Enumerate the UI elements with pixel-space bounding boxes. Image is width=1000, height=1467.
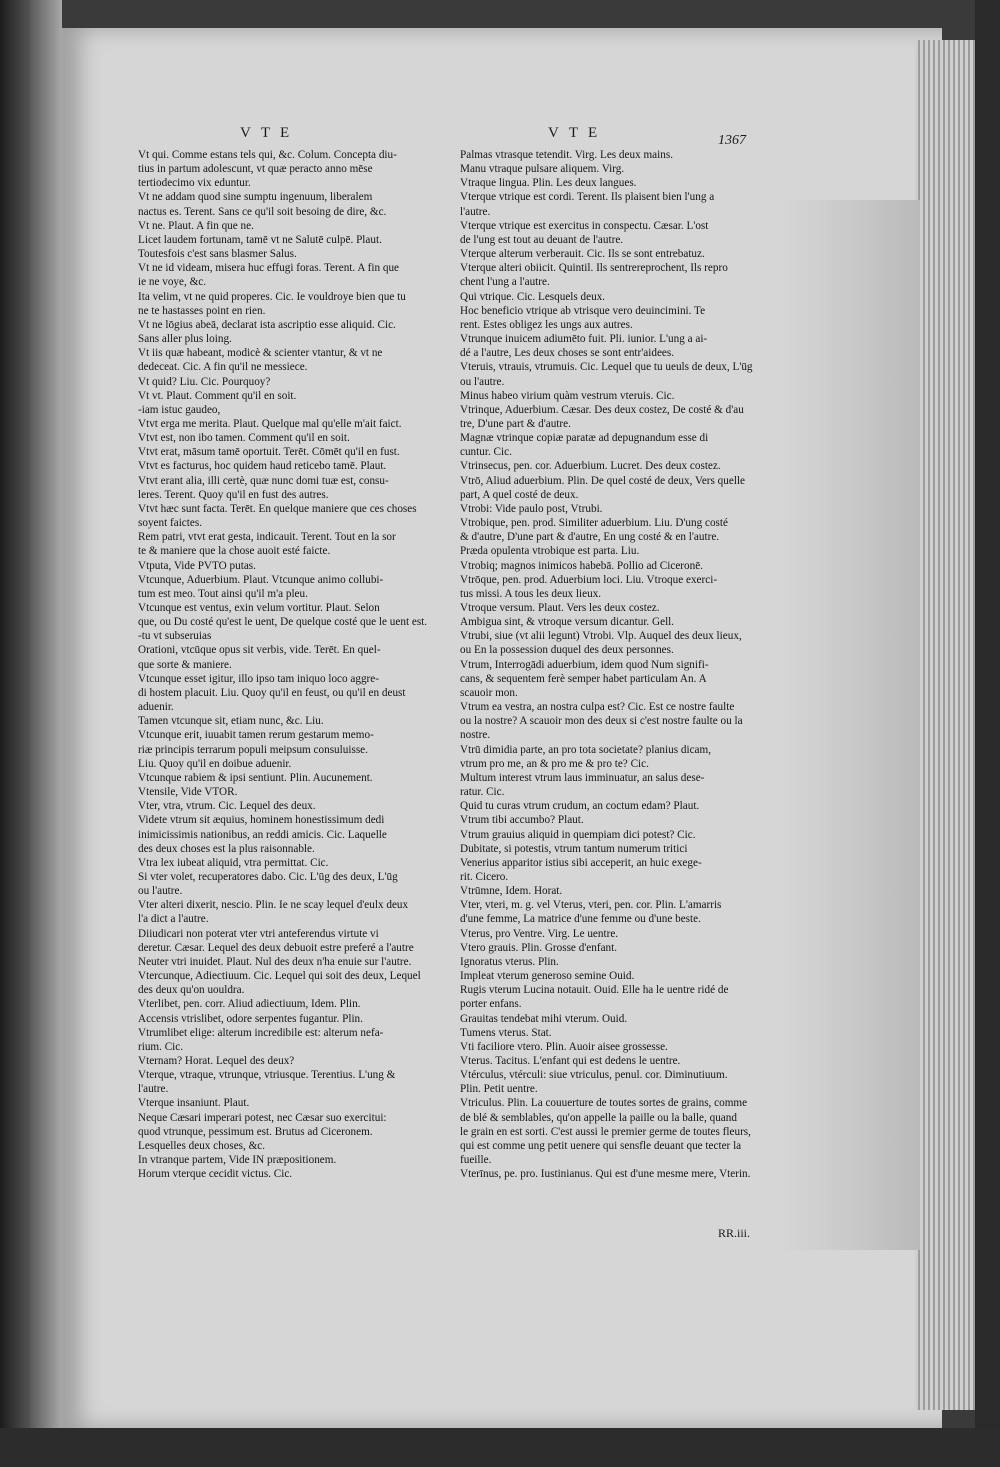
text-line: fueille.: [460, 1154, 492, 1167]
text-line: Vterīnus, pe. pro. Iustinianus. Qui est d'une mesme mere, Vterin.: [460, 1168, 751, 1181]
text-line: Vtvt es facturus, hoc quidem haud reticebo tamē. Plaut.: [138, 460, 387, 473]
text-line: Vterus. Tacitus. L'enfant qui est dedens le uentre.: [460, 1055, 681, 1067]
text-line: tum est meo. Tout ainsi qu'il m'a pleu.: [138, 587, 308, 600]
text-line: Dubitate, si potestis, vtrum tantum numerum tritici: [460, 842, 688, 855]
text-line: Vtrubi, siue (vt alii legunt) Vtrobi. Vlp. Auquel des deux lieux,: [460, 630, 742, 643]
text-line: ie ne voye, &c.: [138, 276, 207, 289]
text-line: Vt quid? Liu. Cic. Pourquoy?: [138, 375, 271, 388]
text-line: Vterlibet, pen. corr. Aliud adiectiuum, Idem. Plin.: [138, 998, 361, 1011]
text-line: rium. Cic.: [138, 1040, 184, 1053]
text-line: Vtrō, Aliud aduerbium. Plin. De quel costé de deux, Vers quelle: [460, 474, 746, 487]
text-line: Diiudicari non poterat vter vtri anteferendus virtute vi: [138, 927, 379, 940]
text-line: Ignoratus vterus. Plin.: [460, 955, 559, 968]
running-head-left: VTE: [240, 125, 300, 141]
text-line: Vt ne. Plaut. A fin que ne.: [138, 219, 254, 232]
text-line: Hoc beneficio vtrique ab vtrisque vero deuincimini. Te: [460, 304, 706, 317]
text-line: Vterque alteri obiicit. Quintil. Ils sentrereprochent, Ils repro: [460, 262, 728, 275]
text-line: ou la nostre? A scauoir mon des deux si c'est nostre faulte ou la: [460, 715, 743, 728]
text-line: Liu. Quoy qu'il en doibue aduenir.: [138, 757, 292, 770]
text-line: Vt ne addam quod sine sumptu ingenuum, liberalem: [138, 191, 373, 204]
text-line: Vtcunque esset igitur, illo ipso tam iniquo loco aggre-: [138, 672, 379, 685]
text-line: Qui vtrique. Cic. Lesquels deux.: [460, 290, 606, 303]
text-line: Vtvt erga me merita. Plaut. Quelque mal qu'elle m'ait faict.: [138, 417, 402, 430]
text-line: Licet laudem fortunam, tamē vt ne Salutē culpē. Plaut.: [138, 233, 382, 246]
running-head-right: VTE: [548, 125, 608, 141]
text-line: que sorte & maniere.: [138, 658, 232, 671]
text-line: porter enfans.: [460, 998, 522, 1011]
text-line: des deux qu'on uouldra.: [138, 984, 245, 997]
text-line: Vtrū dimidia parte, an pro tota societate? planius dicam,: [460, 743, 712, 756]
text-line: Vterque, vtraque, vtrunque, vtriusque. Terentius. L'ung &: [138, 1069, 396, 1082]
text-line: Vter, vtra, vtrum. Cic. Lequel des deux.: [138, 800, 316, 813]
text-line: Vti faciliore vtero. Plin. Auoir aisee grossesse.: [460, 1040, 668, 1053]
text-line: Vt ne id videam, misera huc effugi foras. Terent. A fin que: [138, 262, 400, 275]
text-line: Vtrobique, pen. prod. Similiter aduerbium. Liu. D'ung costé: [460, 517, 728, 530]
text-line: chent l'ung a l'autre.: [460, 276, 550, 289]
text-line: le grain en est sorti. C'est aussi le premier germe de toutes fleurs,: [460, 1125, 751, 1138]
text-line: Præda opulenta vtrobique est parta. Liu.: [460, 545, 640, 558]
text-line: Neque Cæsari imperari potest, nec Cæsar suo exercitui:: [138, 1111, 387, 1124]
text-line: te & maniere que la chose auoit esté faicte.: [138, 545, 331, 558]
text-line: qui est comme ung petit uenere qui sensfle deuant que tecter la: [460, 1139, 742, 1152]
text-line: Vtrum grauius aliquid in quempiam dici potest? Cic.: [460, 828, 696, 841]
text-line: cuntur. Cic.: [460, 446, 512, 459]
text-line: Vtvt est, non ibo tamen. Comment qu'il en soit.: [138, 432, 350, 445]
text-line: tertiodecimo vix eduntur.: [138, 177, 251, 190]
text-line: Vtcunque, Aduerbium. Plaut. Vtcunque animo collubi-: [138, 573, 384, 586]
text-line: Ambigua sint, & vtroque versum dicantur. Gell.: [460, 616, 675, 629]
text-line: ou l'autre.: [138, 885, 183, 898]
text-line: Vtcunque est ventus, exin velum vortitur. Plaut. Selon: [138, 602, 380, 614]
text-line: cans, & sequentem ferè semper habet particulam An. A: [460, 672, 707, 685]
left-column: [138, 148, 438, 1181]
text-line: Tamen vtcunque sit, etiam nunc, &c. Liu.: [138, 715, 324, 728]
text-line: l'autre.: [460, 205, 491, 218]
text-line: In vtranque partem, Vide IN præpositionem.: [138, 1154, 337, 1167]
left-page-edge: [30, 0, 62, 1467]
text-line: Venerius apparitor istius sibi acceperit, an huic exege-: [460, 856, 702, 869]
text-line: Videte vtrum sit æquius, hominem honestissimum dedi: [138, 814, 385, 827]
text-line: Toutesfois c'est sans blasmer Salus.: [138, 248, 297, 261]
text-line: Vtvt erant alia, illi certè, quæ nunc domi tuæ est, consu-: [138, 474, 389, 487]
text-line: Orationi, vtcūque opus sit verbis, vide. Terēt. En quel-: [138, 644, 381, 657]
text-line: Vt qui. Comme estans tels qui, &c. Colum. Concepta diu-: [138, 149, 397, 161]
text-line: Vterque alterum verberauit. Cic. Ils se sont entrebatuz.: [460, 248, 705, 261]
text-line: dedeceat. Cic. A fin qu'il ne messiece.: [138, 361, 308, 374]
right-column: [460, 148, 760, 1181]
text-line: que, ou Du costé qu'est le uent, De quelque costé que le uent est.: [138, 616, 428, 629]
signature-mark: RR.iii.: [718, 1226, 751, 1240]
text-line: Grauitas tendebat mihi vterum. Ouid.: [460, 1012, 628, 1025]
text-line: Sans aller plus loing.: [138, 333, 232, 346]
text-line: inimicissimis nationibus, an reddi amicis. Cic. Laquelle: [138, 828, 387, 841]
text-line: Vtcunque rabiem & ipsi sentiunt. Plin. Aucunement.: [138, 771, 373, 784]
text-line: nactus es. Terent. Sans ce qu'il soit besoing de dire, &c.: [138, 205, 387, 218]
text-line: Vterus, pro Ventre. Virg. Le uentre.: [460, 927, 619, 940]
text-line: Quid tu curas vtrum crudum, an coctum edam? Plaut.: [460, 800, 700, 813]
text-line: Rem patri, vtvt erat gesta, indicauit. Terent. Tout en la sor: [138, 531, 396, 544]
text-line: ne te hastasses point en rien.: [138, 304, 266, 317]
text-line: Vtrobi: Vide paulo post, Vtrubi.: [460, 502, 603, 515]
text-line: Vteruis, vtrauis, vtrumuis. Cic. Lequel que tu ueuls de deux, L'ūg: [460, 361, 753, 374]
text-line: soyent faictes.: [138, 517, 202, 530]
text-line: Si vter volet, recuperatores dabo. Cic. L'ūg des deux, L'ūg: [138, 870, 398, 883]
text-line: Neuter vtri inuidet. Plaut. Nul des deux n'ha enuie sur l'autre.: [138, 955, 412, 968]
text-line: Accensis vtrislibet, odore serpentes fugantur. Plin.: [138, 1012, 363, 1025]
background-bottom: [0, 1428, 1000, 1467]
text-line: Impleat vterum generoso semine Ouid.: [460, 970, 635, 983]
text-line: & d'autre, D'une part & d'autre, En ung costé & en l'autre.: [460, 531, 720, 544]
text-line: Magnæ vtrinque copiæ paratæ ad depugnandum esse di: [460, 432, 709, 445]
text-line: tre, D'une part & d'autre.: [460, 417, 571, 430]
text-line: Palmas vtrasque tetendit. Virg. Les deux mains.: [460, 149, 673, 161]
text-line: Vtraque lingua. Plin. Les deux langues.: [460, 177, 637, 190]
text-line: -iam istuc gaudeo,: [138, 403, 221, 416]
text-line: vtrum pro me, an & pro me & pro te? Cic.: [460, 757, 649, 770]
text-line: aduenir.: [138, 701, 174, 714]
background-right: [975, 0, 1000, 1467]
text-line: Vter, vteri, m. g. vel Vterus, vteri, pen. cor. Plin. L'amarris: [460, 899, 722, 912]
text-line: ratur. Cic.: [460, 786, 505, 799]
text-line: Vt iis quæ habeant, modicè & scienter vtantur, & vt ne: [138, 347, 383, 360]
text-line: Lesquelles deux choses, &c.: [138, 1139, 266, 1152]
torn-edge-shading: [780, 200, 920, 1250]
text-line: Ita velim, vt ne quid properes. Cic. Ie vouldroye bien que tu: [138, 290, 406, 303]
text-line: Multum interest vtrum laus imminuatur, an salus dese-: [460, 771, 705, 784]
text-line: Vtrōque, pen. prod. Aduerbium loci. Liu. Vtroque exerci-: [460, 573, 718, 586]
text-line: Vter alteri dixerit, nescio. Plin. Ie ne scay lequel d'eulx deux: [138, 899, 409, 912]
text-line: rit. Cicero.: [460, 870, 509, 883]
text-line: Vtrinque, Aduerbium. Cæsar. Des deux costez, De costé & d'au: [460, 403, 744, 416]
text-line: d'une femme, La matrice d'une femme ou d'une beste.: [460, 913, 701, 926]
text-line: Vtérculus, vtérculi: siue vtriculus, penul. cor. Diminutiuum.: [460, 1069, 728, 1082]
text-line: Manu vtraque pulsare aliquem. Virg.: [460, 163, 625, 176]
page-edge-stack: [915, 40, 977, 1410]
text-line: Plin. Petit uentre.: [460, 1083, 538, 1096]
text-line: ou En la possession duquel des deux personnes.: [460, 644, 674, 657]
text-line: riæ principis terrarum populi meipsum consuluisse.: [138, 743, 368, 756]
text-line: Vt ne lōgius abeā, declarat ista ascriptio esse aliquid. Cic.: [138, 318, 396, 331]
text-line: rent. Estes obligez les ungs aux autres.: [460, 318, 633, 331]
text-line: quod vtrunque, pessimum est. Brutus ad Ciceronem.: [138, 1125, 373, 1138]
page-number: 1367: [718, 133, 746, 148]
text-line: ou l'autre.: [460, 375, 505, 388]
text-line: Vtvt erat, māsum tamē oportuit. Terēt. Cōmēt qu'il en fust.: [138, 446, 400, 459]
text-line: Vtero grauis. Plin. Grosse d'enfant.: [460, 941, 618, 954]
text-line: Vtensile, Vide VTOR.: [138, 786, 238, 799]
text-line: Minus habeo virium quàm vestrum vteruis. Cic.: [460, 389, 675, 402]
text-line: Vterque vtrique est cordi. Terent. Ils plaisent bien l'ung a: [460, 191, 715, 204]
text-line: deretur. Cæsar. Lequel des deux debuoit estre preferé a l'autre: [138, 941, 414, 954]
text-line: Vternam? Horat. Lequel des deux?: [138, 1055, 295, 1067]
text-line: Vtvt hæc sunt facta. Terēt. En quelque maniere que ces choses: [138, 502, 417, 515]
text-line: scauoir mon.: [460, 686, 518, 699]
text-line: Vtra lex iubeat aliquid, vtra permittat. Cic.: [138, 856, 329, 869]
text-line: Vtrunque inuicem adiumēto fuit. Pli. iunior. L'ung a ai-: [460, 333, 708, 346]
text-line: Tumens vterus. Stat.: [460, 1026, 552, 1039]
text-line: -tu vt subseruias: [138, 630, 212, 643]
text-line: Vterque vtrique est exercitus in conspectu. Cæsar. L'ost: [460, 219, 709, 232]
text-line: l'a dict a l'autre.: [138, 913, 209, 926]
text-line: tius in partum adolescunt, vt quæ peracto anno mēse: [138, 163, 373, 176]
text-line: Vterque insaniunt. Plaut.: [138, 1097, 250, 1110]
text-line: Vtrumlibet elige: alterum incredibile est: alterum nefa-: [138, 1026, 384, 1039]
text-line: Rugis vterum Lucina notauit. Ouid. Elle ha le uentre ridé de: [460, 984, 729, 997]
text-line: Vtrūmne, Idem. Horat.: [460, 885, 563, 898]
text-line: de l'ung est tout au deuant de l'autre.: [460, 233, 624, 246]
text-line: Vtrobiq; magnos inimicos habebā. Pollio ad Ciceronē.: [460, 559, 703, 572]
text-line: di hostem placuit. Liu. Quoy qu'il en feust, ou qu'il en deust: [138, 686, 406, 699]
text-line: Vt vt. Plaut. Comment qu'il en soit.: [138, 389, 297, 402]
text-line: Vtrinsecus, pen. cor. Aduerbium. Lucret. Des deux costez.: [460, 460, 721, 473]
text-line: Vtcunque erit, iuuabit tamen rerum gestarum memo-: [138, 729, 374, 742]
text-line: Vtrum, Interrogādi aduerbium, idem quod Num signifi-: [460, 658, 709, 671]
text-line: leres. Terent. Quoy qu'il en fust des autres.: [138, 488, 329, 501]
text-line: tus missi. A tous les deux lieux.: [460, 587, 602, 600]
text-line: l'autre.: [138, 1083, 169, 1096]
text-line: Vtrum ea vestra, an nostra culpa est? Cic. Est ce nostre faulte: [460, 701, 735, 714]
text-line: Horum vterque cecidit victus. Cic.: [138, 1168, 293, 1181]
text-line: Vtrum tibi accumbo? Plaut.: [460, 814, 584, 827]
text-line: dé a l'autre, Les deux choses se sont entr'aidees.: [460, 347, 675, 360]
text-line: Vtputa, Vide PVTO putas.: [138, 559, 256, 572]
text-line: Vtercunque, Adiectiuum. Cic. Lequel qui soit des deux, Lequel: [138, 970, 421, 983]
text-line: de blé & semblables, qu'on appelle la paille ou la balle, quand: [460, 1111, 737, 1124]
text-line: Vtriculus. Plin. La couuerture de toutes sortes de grains, comme: [460, 1097, 748, 1110]
text-line: nostre.: [460, 729, 491, 742]
text-line: part, A quel costé de deux.: [460, 488, 579, 501]
text-line: Vtroque versum. Plaut. Vers les deux costez.: [460, 602, 660, 614]
text-line: des deux choses est la plus raisonnable.: [138, 842, 315, 855]
